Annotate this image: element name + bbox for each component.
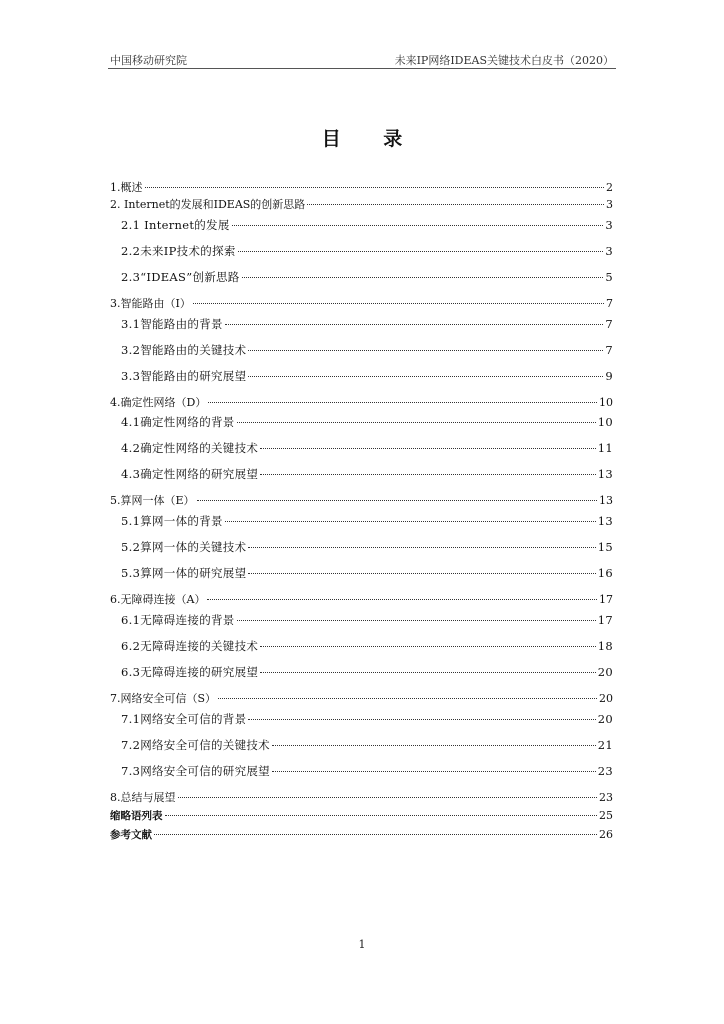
toc-entry[interactable]	[110, 181, 613, 195]
toc-entry-title: 8.总结与展望	[110, 791, 176, 804]
toc-leader-dots	[260, 672, 596, 673]
toc-leader-dots	[145, 187, 605, 188]
toc-entry[interactable]	[121, 415, 613, 429]
toc-leader-dots	[260, 474, 596, 475]
toc-leader-dots	[193, 303, 604, 304]
toc-entry-title: 5.算网一体（E）	[110, 494, 195, 507]
toc-entry[interactable]	[110, 494, 613, 508]
toc-entry-page: 16	[597, 566, 613, 580]
toc-entry-title: 3.3智能路由的研究展望	[121, 369, 247, 383]
page-header	[108, 52, 616, 69]
toc-entry-page: 13	[597, 514, 613, 528]
toc-entry[interactable]	[121, 540, 613, 554]
toc-leader-dots	[248, 350, 603, 351]
toc-entry-page: 2	[606, 181, 613, 194]
toc-entry-page: 3	[606, 198, 613, 211]
toc-entry-title: 7.1网络安全可信的背景	[121, 712, 247, 726]
toc-entry[interactable]	[110, 791, 613, 805]
toc-entry-title: 2. Internet的发展和IDEAS的创新思路	[110, 198, 306, 211]
toc-leader-dots	[248, 573, 595, 574]
toc-entry-page: 20	[597, 665, 613, 679]
toc-entry[interactable]	[121, 514, 613, 528]
toc-entry-title: 4.确定性网络（D）	[110, 396, 207, 409]
toc-entry-title: 6.3无障碍连接的研究展望	[121, 665, 259, 679]
page-title: 目 录	[321, 128, 421, 150]
toc-entry-page: 21	[597, 738, 613, 752]
toc-entry-page: 3	[605, 218, 613, 232]
toc-entry-title: 4.3确定性网络的研究展望	[121, 467, 259, 481]
page-number: 1	[358, 938, 366, 951]
toc-leader-dots	[208, 402, 597, 403]
toc-entry[interactable]	[121, 317, 613, 331]
toc-entry-title: 2.2未来IP技术的探索	[121, 244, 236, 258]
toc-entry[interactable]	[121, 467, 613, 481]
toc-entry-title: 3.1智能路由的背景	[121, 317, 223, 331]
toc-leader-dots	[260, 646, 596, 647]
toc-entry[interactable]	[110, 692, 613, 706]
toc-entry-title: 5.3算网一体的研究展望	[121, 566, 247, 580]
toc-entry-page: 5	[605, 270, 613, 284]
toc-entry-title: 7.3网络安全可信的研究展望	[121, 764, 270, 778]
toc-entry-page: 15	[597, 540, 613, 554]
toc-entry[interactable]	[121, 738, 613, 752]
toc-entry-page: 20	[597, 712, 613, 726]
toc-entry-page: 25	[599, 809, 613, 822]
toc-entry[interactable]	[121, 270, 613, 284]
toc-entry-page: 7	[606, 297, 613, 310]
toc-entry-title: 2.1 Internet的发展	[121, 218, 230, 232]
toc-entry-title: 6.无障碍连接（A）	[110, 593, 206, 606]
toc-leader-dots	[178, 797, 598, 798]
toc-entry[interactable]	[110, 828, 613, 842]
toc-entry[interactable]	[121, 244, 613, 258]
toc-entry-page: 23	[597, 764, 613, 778]
toc-entry[interactable]	[121, 764, 613, 778]
toc-entry-title: 4.2确定性网络的关键技术	[121, 441, 259, 455]
toc-entry[interactable]	[110, 297, 613, 311]
toc-entry[interactable]	[110, 396, 613, 410]
toc-entry-page: 23	[599, 791, 613, 804]
toc-entry[interactable]	[121, 369, 613, 383]
toc-entry-page: 13	[597, 467, 613, 481]
toc-leader-dots	[165, 815, 598, 816]
toc-entry-page: 11	[597, 441, 613, 455]
toc-leader-dots	[237, 620, 596, 621]
toc-entry-page: 7	[605, 343, 613, 357]
toc-leader-dots	[237, 422, 596, 423]
toc-leader-dots	[232, 225, 604, 226]
toc-entry[interactable]	[121, 218, 613, 232]
toc-entry[interactable]	[110, 198, 613, 212]
toc-leader-dots	[218, 698, 597, 699]
toc-entry-page: 10	[597, 415, 613, 429]
toc-entry-page: 17	[599, 593, 613, 606]
toc-leader-dots	[225, 324, 604, 325]
toc-entry-title: 3.2智能路由的关键技术	[121, 343, 247, 357]
toc-entry-title: 4.1确定性网络的背景	[121, 415, 235, 429]
toc-entry-page: 20	[599, 692, 613, 705]
toc-leader-dots	[307, 204, 604, 205]
toc-entry-page: 17	[597, 613, 613, 627]
toc-leader-dots	[260, 448, 596, 449]
toc-leader-dots	[272, 745, 596, 746]
toc-entry[interactable]	[121, 343, 613, 357]
toc-leader-dots	[272, 771, 596, 772]
header-organization: 中国移动研究院	[110, 54, 187, 67]
toc-entry-title: 6.2无障碍连接的关键技术	[121, 639, 259, 653]
toc-leader-dots	[207, 599, 597, 600]
toc-entry-title: 7.网络安全可信（S）	[110, 692, 217, 705]
toc-entry-page: 10	[599, 396, 613, 409]
toc-entry-title: 3.智能路由（I）	[110, 297, 191, 310]
toc-leader-dots	[248, 547, 595, 548]
toc-leader-dots	[154, 834, 597, 835]
toc-entry-title: 1.概述	[110, 181, 143, 194]
toc-leader-dots	[238, 251, 604, 252]
toc-entry-page: 7	[605, 317, 613, 331]
toc-entry-page: 3	[605, 244, 613, 258]
toc-entry-page: 13	[599, 494, 613, 507]
toc-entry-page: 9	[605, 369, 613, 383]
toc-entry-title: 5.2算网一体的关键技术	[121, 540, 247, 554]
toc-entry[interactable]	[121, 441, 613, 455]
toc-entry[interactable]	[121, 639, 613, 653]
toc-entry[interactable]	[110, 809, 613, 823]
toc-leader-dots	[242, 277, 604, 278]
header-document-title: 未来IP网络IDEAS关键技术白皮书（2020）	[394, 54, 614, 67]
toc-entry[interactable]	[110, 593, 613, 607]
toc-entry[interactable]	[121, 613, 613, 627]
toc-entry[interactable]	[121, 712, 613, 726]
toc-entry-page: 26	[599, 828, 613, 841]
toc-leader-dots	[225, 521, 596, 522]
toc-entry-title: 缩略语列表	[110, 810, 163, 822]
toc-entry-title: 参考文献	[110, 829, 152, 841]
toc-leader-dots	[248, 719, 595, 720]
toc-leader-dots	[197, 500, 597, 501]
toc-entry-page: 18	[597, 639, 613, 653]
toc-leader-dots	[248, 376, 603, 377]
toc-entry[interactable]	[121, 566, 613, 580]
toc-entry-title: 2.3“IDEAS”创新思路	[121, 270, 240, 284]
toc-entry-title: 6.1无障碍连接的背景	[121, 613, 235, 627]
toc-entry-title: 5.1算网一体的背景	[121, 514, 223, 528]
toc-entry-title: 7.2网络安全可信的关键技术	[121, 738, 270, 752]
toc-entry[interactable]	[121, 665, 613, 679]
